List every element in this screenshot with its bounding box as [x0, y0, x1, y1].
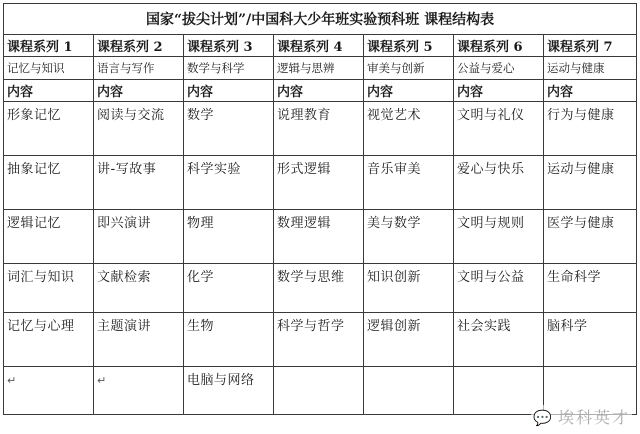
content-header: 内容 [274, 80, 364, 102]
table-cell: 文明与规则 [454, 210, 544, 264]
table-cell: 数理逻辑 [274, 210, 364, 264]
table-cell: 爱心与快乐 [454, 156, 544, 210]
table-cell: 数学 [184, 102, 274, 156]
series-name-2: 课程系列 2 [94, 35, 184, 57]
table-cell [274, 367, 364, 415]
table-cell: 抽象记忆 [4, 156, 94, 210]
table-cell: 运动与健康 [544, 156, 637, 210]
table-cell: 美与数学 [364, 210, 454, 264]
series-theme-6: 公益与爱心 [454, 57, 544, 80]
table-cell: 形式逻辑 [274, 156, 364, 210]
series-name-4: 课程系列 4 [274, 35, 364, 57]
theme-row [4, 57, 637, 80]
table-cell: 文献检索 [94, 264, 184, 313]
table-row [4, 264, 637, 313]
table-cell: 即兴演讲 [94, 210, 184, 264]
watermark-text: 埃科英才 [557, 408, 630, 427]
series-theme-4: 逻辑与思辨 [274, 57, 364, 80]
table-cell: 阅读与交流 [94, 102, 184, 156]
table-cell: 科学与哲学 [274, 313, 364, 367]
table-cell: 生物 [184, 313, 274, 367]
table-cell: 知识创新 [364, 264, 454, 313]
series-theme-5: 审美与创新 [364, 57, 454, 80]
table-cell: 行为与健康 [544, 102, 637, 156]
series-name-1: 课程系列 1 [4, 35, 94, 57]
series-name-5: 课程系列 5 [364, 35, 454, 57]
series-name-7: 课程系列 7 [544, 35, 637, 57]
table-cell [454, 367, 544, 415]
table-cell: ↵ [4, 367, 94, 415]
series-name-3: 课程系列 3 [184, 35, 274, 57]
table-cell: 科学实验 [184, 156, 274, 210]
table-cell: 社会实践 [454, 313, 544, 367]
series-row [4, 35, 637, 57]
table-cell [364, 367, 454, 415]
table-cell: 脑科学 [544, 313, 637, 367]
series-theme-1: 记忆与知识 [4, 57, 94, 80]
content-header: 内容 [364, 80, 454, 102]
table-cell: 物理 [184, 210, 274, 264]
series-theme-3: 数学与科学 [184, 57, 274, 80]
course-table [3, 3, 637, 415]
series-theme-7: 运动与健康 [544, 57, 637, 80]
table-cell: 词汇与知识 [4, 264, 94, 313]
table-cell: 视觉艺术 [364, 102, 454, 156]
table-cell: 讲-写故事 [94, 156, 184, 210]
table-row [4, 210, 637, 264]
table-cell: ↵ [94, 367, 184, 415]
table-cell: 音乐审美 [364, 156, 454, 210]
content-header: 内容 [544, 80, 637, 102]
content-header-row [4, 80, 637, 102]
table-cell: 文明与公益 [454, 264, 544, 313]
table-cell: 文明与礼仪 [454, 102, 544, 156]
content-header: 内容 [4, 80, 94, 102]
table-cell: 数学与思维 [274, 264, 364, 313]
table-title: 国家“拔尖计划”/中国科大少年班实验预科班 课程结构表 [4, 4, 637, 35]
table-row [4, 313, 637, 367]
table-row [4, 102, 637, 156]
table-cell: 说理教育 [274, 102, 364, 156]
table-cell: 化学 [184, 264, 274, 313]
content-header: 内容 [94, 80, 184, 102]
table-cell: 记忆与心理 [4, 313, 94, 367]
table-cell: 逻辑记忆 [4, 210, 94, 264]
table-cell: 生命科学 [544, 264, 637, 313]
series-name-6: 课程系列 6 [454, 35, 544, 57]
table-cell: 逻辑创新 [364, 313, 454, 367]
table-cell: 主题演讲 [94, 313, 184, 367]
table-cell: 电脑与网络 [184, 367, 274, 415]
series-theme-2: 语言与写作 [94, 57, 184, 80]
watermark [531, 405, 632, 428]
title-row [4, 4, 637, 35]
table-cell: 医学与健康 [544, 210, 637, 264]
course-structure-sheet [3, 3, 636, 415]
content-header: 内容 [454, 80, 544, 102]
table-row [4, 156, 637, 210]
chat-bubble-icon: 💬 [533, 409, 554, 427]
table-cell: 形象记忆 [4, 102, 94, 156]
content-header: 内容 [184, 80, 274, 102]
